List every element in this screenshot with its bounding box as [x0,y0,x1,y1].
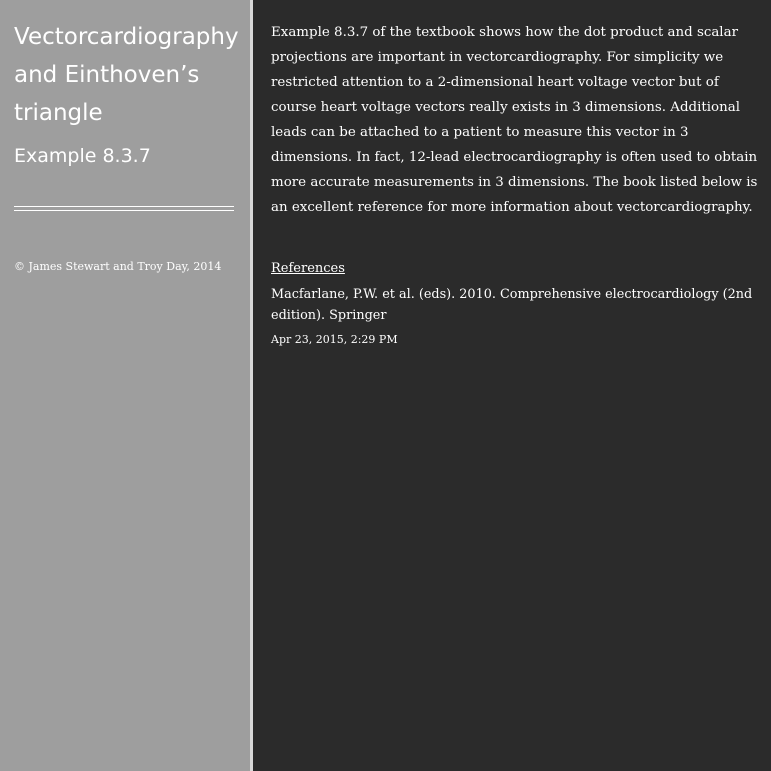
sidebar [0,0,250,771]
timestamp: Apr 23, 2015, 2:29 PM [271,333,398,346]
body-paragraph: Example 8.3.7 of the textbook shows how the dot product and scalar projections are important in vectorcardiography. For simplicity we restricted attention to a 2-dimensional heart voltage vector but of course heart voltage vectors really exists in 3 dimensions. Additional leads can be attached to a patient to measure this vector in 3 dimensions. In fact, 12-lead electrocardiography is often used to obtain more accurate measurements in 3 dimensions. The book listed below is an excellent reference for more information about vectorcardiography. [271,25,758,215]
references-heading: References [271,261,345,276]
page-subtitle: Example 8.3.7 [14,145,151,167]
main-content [253,0,771,771]
copyright-notice: © James Stewart and Troy Day, 2014 [14,260,222,273]
page-title: Vectorcardiography and Einthoven’s triangle [14,24,239,126]
sidebar-divider [14,206,234,211]
reference-item: Macfarlane, P.W. et al. (eds). 2010. Comprehensive electrocardiology (2nd edition). Springer [271,287,753,323]
